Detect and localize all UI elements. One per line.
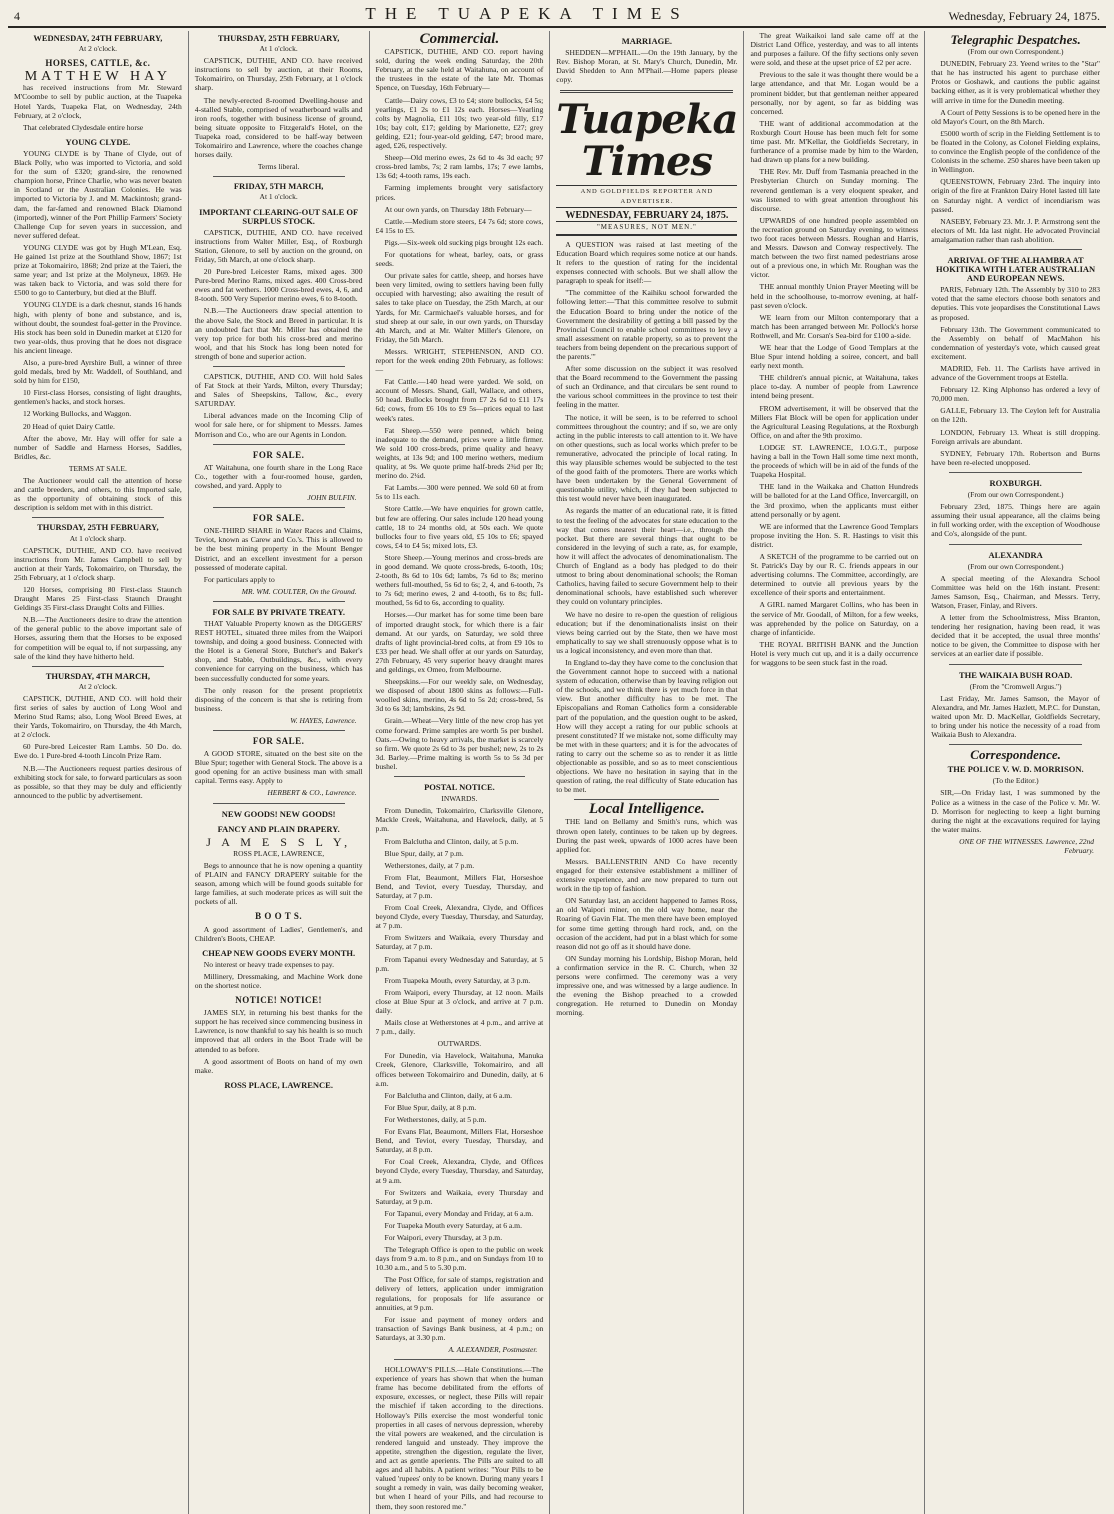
merchant-name: J A M E S S L Y, [206,834,352,849]
column-5 [744,31,925,1514]
paragraph: Fat Lambs.—300 were penned. We sold 60 at from 5s to 11s each. [375,483,544,502]
paragraph: For particulars apply to [203,574,275,584]
ad-heading: FANCY AND PLAIN DRAPERY. [217,823,340,834]
paragraph: Sheepskins.—For our weekly sale, on Wednesday, we disposed of about 1800 skins as follows:—Full-woolled skins, merino, 4s 6d to 5s 2d; cross-bred, 5s 3d to 6s 3d; lambskins, 2s 9d. [375,677,544,714]
paragraph: Fat Cattle.—140 head were yarded. We sold, on account of Messrs. Shand, Gall, Wallace, and others, 50 head. Bullocks brought from £7 2s 6d to £11 17s 6d; cows, from £6 10s to £9 5s—prices equal to last week's rates. [375,377,544,423]
paragraph: Store Cattle.—We have enquiries for grown cattle, but few are offering. Our sales include 120 head young cattle, 18 to 24 months old, at 50s each. We quote bullocks four to five years old, £5 10s to £6; spayed cows, £4 to £4 5s; mixed lots, £3. [375,504,544,550]
sale-time: At 1 o'clock. [259,192,298,202]
news-heading: ROXBURGH. [989,477,1042,488]
paragraph: 120 Horses, comprising 80 First-class Staunch Draught Mares 25 First-class Staunch Draught Geldings 35 First-class Draught Colts and Fillies. [14,584,182,613]
paragraph: Farming implements brought very satisfactory prices. [375,183,544,202]
paragraph: At our own yards, on Thursday 18th February— [384,204,532,214]
auctioneer-name: MATTHEW HAY [24,69,172,85]
divider [394,1359,526,1360]
column-3 [370,31,551,1514]
paragraph: A GOOD STORE, situated on the best site on the Blue Spur; together with General Stock. The above is a good opening for an active business man with small capital. Terms easy. Apply to [194,749,363,786]
byline: (From the "Cromwell Argus.") [969,681,1062,691]
nameplate-motto: "MEASURES, NOT MEN." [556,221,737,236]
signature: JOHN BULFIN. [307,493,357,503]
nameplate-date: WEDNESDAY, FEBRUARY 24, 1875. [565,209,729,221]
paragraph: YOUNG CLYDE is a dark chesnut, stands 16 hands high, with plenty of bone and substance, and is, without doubt, the soundest foal-getter in the Province. His stock has been sold in Dunedin market at £120 for two year-olds, thus proving that he does not disgrace his ancient lineage. [14,300,182,355]
paragraph: Last Friday, Mr. James Samson, the Mayor of Alexandra, and Mr. James Hazlett, M.P.C. for Dunstan, waited upon Mr. D. MacKellar, Goldfields Secretary, to bring under his notice the necessity of a road from Waikaia Bush to Alexandra. [931,693,1100,740]
divider [949,472,1082,473]
ad-heading: FOR SALE. [252,736,305,746]
paragraph: CAPSTICK, DUTHIE, AND CO. report having sold, during the week ending Saturday, the 20th February, at the sale held at Waitahuna, on account of the trustees in the estate of the late Mr. Thomas Spence, on Tuesday, 16th February— [375,47,544,93]
paragraph: 20 Pure-bred Leicester Rams, mixed ages. 300 Pure-bred Merino Rams, mixed ages. 400 Cross-bred ewes and fat wethers. 1000 Cross-bred ewes, 4, 6, and 8-tooth. 500 Very Superior merino ewes, 6 to 8-tooth. [194,267,363,304]
paragraph: From Flat, Beaumont, Millers Flat, Horseshoe Bend, and Teviot, every Tuesday, Thursday, and Saturday, at 7 p.m. [375,872,544,900]
paragraph: UPWARDS of one hundred people assembled on the recreation ground on Saturday evening, to witness two foot races between Messrs. Roughan and Harris, and Messrs. Dawson and Conway respectively. The match between the two first named pedestrians arose out of a previous one, in which Mr. Roughan was the victor. [750,215,919,280]
paragraph: Messrs. BALLENSTRIN AND Co have recently engaged for their extensive establishment a milliner of extensive experience, and are now prepared to turn out work in the tip top of fashion. [556,856,738,894]
paragraph: THE want of additional accommodation at the Roxburgh Court House has been much felt for some time past. Mr. M'Kellar, the Goldfields Secretary, in furtherance of a promise made by him to the Warden, had drawn up plans for a new building. [750,118,919,165]
paragraph: After the above, Mr. Hay will offer for sale a number of Saddle and Harness Horses, Saddles, Bridles, &c. [14,433,182,461]
paragraph: From Switzers and Waikaia, every Thursday and Saturday, at 7 p.m. [375,933,544,952]
paragraph: In England to-day they have come to the conclusion that the Government cannot hope to succeed with a national system of education, otherwise than by leaving religion out of the schools, and we think there is yet much force in that view. But another difficulty has to be met. The Episcopalians and Roman Catholics form a considerable part of the population, and the question ought to be asked, How will they accept a rating for our public schools at present constituted? If we mistake not, some difficulty may be met with in these quarters; and it is for the advocates of rating to carry out the scheme so as to render it as little objectionable as possible, and so as to meet conscientious objections. We have no hesitation in saying that in the question of rating, the real difficulty of State education has to be met. [556,657,738,795]
signature: A. ALEXANDER, Postmaster. [448,1345,538,1354]
sale-date: THURSDAY, 25TH FEBRUARY, [217,33,340,43]
section-title: Commercial. [419,31,500,47]
nameplate: Tuapeka Times [556,96,738,186]
columns [8,31,1106,1511]
paragraph: JAMES SLY, in returning his best thanks for the support he has received since commencing business in Lawrence, is now thankful to say his health is so much improved that all orders in the Boot Trade will be attended to as before. [194,1008,363,1054]
news-heading: ARRIVAL OF THE ALHAMBRA AT HOKITIKA WITH LATER AUSTRALIAN AND EUROPEAN NEWS. [936,254,1096,284]
sale-time: At 2 o'clock. [78,681,117,691]
paragraph: 12 Working Bullocks, and Waggon. [23,409,132,419]
divider [560,90,733,93]
paragraph: For Wetherstones, daily, at 5 p.m. [384,1114,487,1124]
masthead [8,4,1106,28]
paragraph: Liberal advances made on the Incoming Clip of wool for sale here, or for shipment to Messrs. James Morrison and Co., who are our Agents in London. [194,411,363,439]
paragraph: For Tapanui, every Monday and Friday, at 6 a.m. [384,1208,534,1218]
paragraph: SHEDDEN—M'PHAIL.—On the 19th January, by the Rev. Bishop Moran, at St. Mary's Church, Dunedin, Mr. David Shedden to Ann M'Phail.—Home papers please copy. [556,48,738,85]
page-number: 4 [14,9,20,23]
paragraph: PARIS, February 12th. The Assembly by 310 to 283 voted that the same electors choose both senators and deputies. This vote jeopardises the Constitutional Laws as proposed. [931,285,1100,322]
paragraph: WE are informed that the Lawrence Good Templars propose inviting the Hon. S. R. Hastings to visit this district. [750,521,919,549]
paragraph: THE ROYAL BRITISH BANK and the Junction Hotel is very much cut up, and it is a daily occurrence for waggons to be seen stuck fast in the road. [750,639,919,667]
letter-heading: THE POLICE V. W. D. MORRISON. [947,764,1084,775]
paragraph: For issue and payment of money orders and transaction of Savings Bank business, at 4 p.m.; on Saturdays, at 3.30 p.m. [375,1314,544,1342]
paragraph: THE land on Bellamy and Smith's runs, which was thrown open lately, continues to be taken up by degrees. During the past week, upwards of 1000 acres have been applied for. [556,817,738,854]
ad-heading: B O O T S. [255,911,303,922]
paragraph: NASEBY, February 23. Mr. J. P. Armstrong sent the electors of Mt. Ida last night. He advocated Provincial amalgamation rather than rash abolition. [931,216,1100,244]
terms-line: Terms liberal. [257,162,300,172]
sale-date: THURSDAY, 25TH FEBRUARY, [37,522,159,533]
paragraph: From Tuapeka Mouth, every Saturday, at 3 p.m. [384,975,531,985]
paragraph: DUNEDIN, February 23. Yeend writes to the "Star" that he has instructed his agent to purchase either Protos or Goshawk, and cautions the public against backing either, as it is very problematical whether they will arrive in time for the Dunedin meeting. [931,59,1100,105]
paragraph: The notice, it will be seen, is to be referred to school committees throughout the country; and if so, we are only acting in the public interests to call attention to it. We have on other questions, such as local works which prefer to be remunerative, advocated the principle of local rating. In this way plausible schemes would be subjected to the test of the good faith of the promoters. There are works which have been undertaken by the General Government of questionable utility, which, if they had been subjected to this test would never have been inaugurated. [556,412,738,504]
paragraph: Millinery, Dressmaking, and Machine Work done on the shortest notice. [194,971,363,990]
paragraph: From Waipori, every Thursday, at 12 noon. Mails close at Blue Spur at 3 o'clock, and arrive at 7 p.m. daily. [375,987,544,1015]
signature: MR. WM. COULTER, On the Ground. [241,586,357,596]
section-title: Correspondence. [970,747,1061,763]
paragraph: For Blue Spur, daily, at 8 p.m. [384,1102,477,1112]
paragraph: 20 Head of quiet Dairy Cattle. [23,421,115,431]
paragraph: CAPSTICK, DUTHIE, AND CO. have received instructions from Mr. James Campbell to sell by auction at their Yards, Tokomairiro, on Thursday, the 25th February, at 1 o'clock sharp. [14,545,182,582]
nameplate-subtitle: AND GOLDFIELDS REPORTER AND ADVERTISER. [556,185,737,207]
divider [213,366,345,367]
paragraph: "The committee of the Kaihiku school forwarded the following letter:—'That this committee resolve to submit the Education Board to bring under the notice of the Government the desirability of getting a bill passed by the Provincial Council to enable school committees to levy a small assessment on ratable property, so as to prevent the teachers from being dependent on the precarious support of the parents.'" [556,288,738,361]
paragraph: After some discussion on the subject it was resolved that the Board recommend to the Government the passing of such an Ordinance, and that circulars be sent round to the various school committees in the province to test their feeling in the matter. [556,364,738,410]
paragraph: From Tapanui every Wednesday and Saturday, at 5 p.m. [375,954,544,973]
ad-heading: CHEAP NEW GOODS EVERY MONTH. [202,947,356,958]
paragraph: Grain.—Wheat—Very little of the new crop has yet come forward. Prime samples are worth 5s per bushel. Oats.—Owing to heavy arrivals, the market is scarcely so firm. We quote 2s 6d to 3s per bushel; new, 2s to 2s 3d. Barley.—Prime malting is worth 5s to 5s 3d per bushel. [375,716,544,771]
divider [949,744,1082,745]
divider [213,601,345,602]
divider [949,249,1082,250]
paragraph: WE learn from our Milton contemporary that a match has been arranged between Mr. Pollock's horse Rothwell, and Mr. Corsan's Sea-bird for £100 a-side. [750,312,919,340]
paragraph: The only reason for the present proprietrix disposing of the concern is that she is retiring from business. [194,685,363,713]
paragraph: THE annual monthly Union Prayer Meeting will be held in the schoolhouse, to-morrow evening, at half-past seven o'clock. [750,282,919,310]
divider [394,776,526,777]
paragraph: Blue Spur, daily, at 7 p.m. [384,848,464,858]
ad-heading: HORSES, CATTLE, &c. [45,58,151,69]
signature: HERBERT & CO., Lawrence. [267,788,357,798]
signature: W. HAYES, Lawrence. [290,715,357,725]
paragraph: CAPSTICK, DUTHIE, AND CO. have received instructions to sell by auction, at their Rooms, Tokomairiro, on Thursday, 25th February, at 1 o'clock sharp. [194,56,363,93]
horse-name: YOUNG CLYDE. [65,136,131,147]
section-title: Telegraphic Despatches. [950,32,1081,47]
news-heading: ALEXANDRA [988,549,1043,560]
paragraph: A GIRL named Margaret Collins, who has been in the service of Mr. Goodall, of Milton, for a few weeks, was apprehended by the police on Saturday, on a charge of infanticide. [750,600,919,637]
paragraph: Pigs.—Six-week old sucking pigs brought 12s each. [384,237,544,247]
paragraph: 10 First-class Horses, consisting of light draughts, gentlemen's hacks, and stock horses. [14,388,182,407]
paragraph: For quotations for wheat, barley, oats, or grass seeds. [375,249,544,269]
postal-heading: POSTAL NOTICE. [424,782,495,793]
ad-heading: IMPORTANT CLEARING-OUT SALE OF SURPLUS STOCK. [199,206,359,226]
running-title: THE TUAPEKA TIMES [365,4,689,23]
paragraph: From Coal Creek, Alexandra, Clyde, and Offices beyond Clyde, every Tuesday, Thursday, and Saturday, at 7 p.m. [375,903,544,931]
paragraph: The Auctioneer would call the attention of horse and cattle breeders, and others, to this Imported sale, as the opportunity of obtaining stock of this description is seldom met with in this district. [14,476,182,513]
divider [949,664,1082,665]
paragraph: A letter from the Schoolmistress, Miss Branton, tendering her resignation, having been read, it was decided that it be accepted, the usual three months' notice to be given, the Committee to dispose with her services at an earlier date if possible. [931,613,1100,659]
paragraph: Cattle.—Medium store steers, £4 7s 6d; store cows, £4 15s to £5. [375,216,544,235]
paragraph: We have no desire to re-open the question of religious education; but if the denominationalists insist on their views being carried out by the State, then we have most emphatically to say we shall strenuously oppose what is to us a logical inconsistency, and even more than that. [556,609,738,655]
terms-line: TERMS AT SALE. [68,463,127,473]
letter-address: (To the Editor.) [992,776,1039,786]
paragraph: For Coal Creek, Alexandra, Clyde, and Offices beyond Clyde, every Tuesday, Thursday, and Saturday, at 9 a.m. [375,1157,544,1185]
paragraph: N.B.—The Auctioneers desire to draw the attention of the general public to the above important sale of Horses, assuring them that the Horses to be exposed for competition will be equal to, if not surpassing, any sale of the kind they have hitherto held. [14,615,182,661]
paragraph: 60 Pure-bred Leicester Ram Lambs. 50 Do. do. Ewe do. 1 Pure-bred 4-tooth Lincoln Prize Ram. [14,742,182,761]
paragraph: Mails close at Wetherstones at 4 p.m., and arrive at 7 p.m., daily. [375,1018,544,1037]
paragraph: CAPSTICK, DUTHIE, AND CO. have received instructions from Walter Miller, Esq., of Roxburgh Station, Glenore, to sell by auction on the ground, on Friday, 5th March, at one o'clock sharp. [194,227,363,264]
ad-heading: NEW GOODS! NEW GOODS! [221,808,336,819]
issue-date: Wednesday, February 24, 1875. [948,9,1100,23]
sale-date: WEDNESDAY, 24TH FEBRUARY, [33,33,163,43]
paragraph: LONDON, February 13. Wheat is still dropping. Foreign arrivals are abundant. [931,427,1100,446]
paragraph: For Waipori, every Thursday, at 3 p.m. [384,1232,503,1242]
divider [32,666,164,667]
column-6 [925,31,1106,1514]
paragraph: No interest or heavy trade expenses to pay. [203,959,335,969]
sale-time: At 1 o'clock. [259,44,298,54]
paragraph: THE children's annual picnic, at Waitahuna, takes place to-day. A number of people from Lawrence intend being present. [750,373,919,401]
byline: (From our own Correspondent.) [967,47,1064,57]
divider [213,444,345,445]
paragraph: Our private sales for cattle, sheep, and horses have been very limited, owing to settlers having been fully occupied with harvesting; also awaiting the result of sales to take place on Tuesday, the 25th March, at our Yards, for Mr. Carmichael's valuable horses, and for stud sheep at our sale, in our own yards, on Thursday 4th March, and at Mr. Walter Miller's Glenore, on Friday, the 5th March. [375,271,544,344]
merchant-address: ROSS PLACE, LAWRENCE, [233,848,325,858]
news-heading: THE WAIKAIA BUSH ROAD. [959,669,1073,680]
byline: (From our own Correspondent.) [967,561,1064,571]
paragraph: February 13th. The Government communicated to the Assembly on behalf of MacMahon his condemnation of yesterday's vote, which caused great excitement. [931,324,1100,361]
sale-time: At 1 o'clock sharp. [69,533,127,543]
paragraph: CAPSTICK, DUTHIE, AND CO. Will hold Sales of Fat Stock at their Yards, Milton, every Thursday; and Sales of Sheepskins, Tallow, &c., every SATURDAY. [194,372,363,409]
paragraph: Wetherstones, daily, at 7 p.m. [384,860,475,870]
paragraph: A QUESTION was raised at last meeting of the Education Board which requires some notice at our hands. It refers to the question of rating for the incidental expenses connected with schools. But we shall allow the paragraph to speak for itself:— [556,239,738,286]
postal-subheading: INWARDS. [441,794,478,804]
paragraph: SYDNEY, February 17th. Robertson and Burns have been re-elected unopposed. [931,448,1100,467]
footer-address: ROSS PLACE, LAWRENCE. [224,1079,333,1090]
ad-heading: FOR SALE. [252,513,305,524]
paragraph: QUEENSTOWN, February 23rd. The inquiry into origin of the fire at Frankton Dairy Hotel lasted till late on Saturday night. A verdict of incendiarism was passed. [931,177,1100,214]
paragraph: SIR,—On Friday last, I was summoned by the Police as a witness in the case of the Police v. Mr. W. D. Morrison for neglecting to keep a light burning during the night at the excavations required for laying the water mains. [931,788,1100,834]
ad-heading: FOR SALE. [252,449,305,460]
paragraph: The Telegraph Office is open to the public on week days from 9 a.m. to 8 p.m., and on Sundays from 10 to 10.30 a.m., and 5 to 5.30 p.m. [375,1245,544,1273]
paragraph: Fat Sheep.—550 were penned, which being inadequate to the demand, prices were a little firmer. We sold 100 cross-breds, prime quality and heavy weights, at 13s 9d; and 100 merino wethers, medium quality, at 9s. We quote prime half-breds 2¾d per lb; merino do. 2¼d. [375,425,544,481]
sale-date: THURSDAY, 4TH MARCH, [45,670,150,681]
paragraph: Messrs. WRIGHT, STEPHENSON, AND CO. report for the week ending 20th February, as follows:— [375,346,544,375]
notice-heading: MARRIAGE. [621,36,673,46]
divider [32,517,164,518]
paragraph: FROM advertisement, it will be observed that the Millers Flat Block will be open for application under the Agricultural Leasing Regulations, at the Roxburgh Office, on and after the 9th proximo. [750,403,919,440]
divider [949,544,1082,545]
paragraph: Begs to announce that he is now opening a quantity of PLAIN and FANCY DRAPERY suitable for the season, among which will be found goods suitable for large families, at such moderate prices as will suit the pockets of all. [194,860,363,907]
sale-date: FRIDAY, 5TH MARCH, [233,181,324,192]
paragraph: Sheep—Old merino ewes, 2s 6d to 4s 3d each; 97 cross-bred lambs, 7s; 2 ram lambs, 17s; 7 ewe lambs, 13s 6d; 4-tooth rams, 19s each. [375,153,544,181]
paragraph: YOUNG CLYDE was got by Hugh M'Lean, Esq. He gained 1st prize at the Southland Show, 1867; 1st prize at Tokomairiro, 1868; 2nd prize at the Taieri, the same year; and 1st prize at the Molyneux, 1869. He was taken back to Victoria, and was sold there for £500 to go to Canterbury, but died at the Bluff. [14,242,182,298]
paragraph: A Court of Petty Sessions is to be opened here in the old Mayor's Court, on the 8th March. [931,107,1100,126]
paragraph: THAT Valuable Property known as the DIGGERS' REST HOTEL, situated three miles from the Waipori township, and doing a good business. Connected with the Hotel is a General Store, Butcher's and Baker's shop, and Stable, Outbuildings, &c., with every convenience for carrying on the business, which has been successfully conducted for some years. [194,618,363,683]
paragraph: Previous to the sale it was thought there would be a large attendance, and that Mr. Logan would be a prominent bidder, but that gentleman neither appeared personally, nor by agent, so far as bidding was concerned. [750,70,919,116]
paragraph: As regards the matter of an educational rate, it is fitted to test the feeling of the advocates for state education to the way that comes nearest their heart—i.e., through the pocket. But there are several things that ought to be considered in the levying of such a rate, as, for example, how it will affect the advocates of denominationalism. The Church of England as a body has pledged to do their utmost to bring about denominational schools; the Roman Catholics, having failed to secure Government help to their denominational schools, have established such wherever they could on voluntary principles. [556,506,738,607]
column-4 [550,31,744,1514]
paragraph: For Balclutha and Clinton, daily, at 6 a.m. [384,1090,513,1100]
paragraph: For Switzers and Waikaia, every Thursday and Saturday, at 9 p.m. [375,1187,544,1206]
column-1 [8,31,189,1514]
paragraph: For Evans Flat, Beaumont, Millers Flat, Horseshoe Bend, and Teviot, every Tuesday, Thursday, and Saturday, at 8 p.m. [375,1127,544,1155]
paragraph: HOLLOWAY'S PILLS.—Hale Constitutions.—The experience of years has shown that when the human frame has become debilitated from the efforts of exposure, excesses, or neglect, these Pills will repair the mischief if taken according to the directions. Holloway's Pills exercise the most wonderful tonic properties in all cases of nervous depression, whereby the vital powers are weakened, and the circulation is rendered languid and unsteady. They improve the appetite, strengthen the digestion, regulate the liver, and act as gentle aperients. The Pills are suited to all ages and all habits. A patient writes: "Your Pills to be valued 'rupees' only to be known. During many years I sought a remedy in vain, was daily becoming weaker, but when I heard of your Pills, and had recourse to them, they soon restored me." [375,1365,544,1511]
divider [213,803,345,804]
paragraph: N.B.—The Auctioneers request parties desirous of exhibiting stock for sale, to forward particulars as soon as possible, so that they may be duly and efficiently announced to the public by advertisement. [14,763,182,800]
paragraph: Horses.—Our market has for some time been bare of imported draught stock, for which there is a fair demand. At our yards, on Saturday, we sold three drafts of light provincial-bred colts, at from £9 10s to £33 per head. We shall offer at our yards on Saturday, 27th February, 45 very superior heavy draught mares and geldings, ex Omeo, from Melbourne. [375,610,544,674]
paragraph: For Dunedin, via Havelock, Waitahuna, Manuka Creek, Glenore, Clarksville, Tokomairiro, and all offices between Tokomairiro and Dunedin, daily, at 6 a.m. [375,1051,544,1088]
paragraph: GALLE, February 13. The Ceylon left for Australia on the 12th. [931,406,1100,425]
paragraph: THE Rev. Mr. Duff from Tasmania preached in the Presbyterian Church on Sunday morning. The reverend gentleman is a very eloquent speaker, and was listened to with great attention throughout his discourse. [750,167,919,213]
paragraph: ON Saturday last, an accident happened to James Ross, an old Waipori miner, on the old way home, near the Roaring of Gavin Flat. The men there have been employed for some time getting through hard rock, and, on the occasion of the accident, had put in a blast which for some reason did not go off as it should have done. [556,896,738,951]
divider [213,176,345,177]
paragraph: A good assortment of Ladies', Gentlemen's, and Children's Boots, CHEAP. [194,924,363,943]
paragraph: LODGE ST. LAWRENCE, I.O.G.T., purpose having a ball in the Town Hall some time next month, the proceeds of which will be in aid of the funds of the Tuapeka Hospital. [750,442,919,480]
paragraph: The newly-erected 8-roomed Dwelling-house and 4-stalled Stable, comprised of weatherboard walls and iron roofs, together with business license of ground, being situate opposite to Fitzgerald's Hotel, on the Tuapeka road, considered to be half-way between Tokomairiro and Lawrence, where the coaches change horses daily. [194,95,363,160]
paragraph: THE land in the Waikaka and Chatton Hundreds will be balloted for at the Land Office, Invercargill, on the 3rd proximo, when the applicants must either attend personally or by agent. [750,482,919,519]
paragraph: The great Waikaikoi land sale came off at the District Land Office, yesterday, and was to all intents and purposes a failure. Of the fifty sections only seven were sold, and these at the upset price of £2 per acre. [750,31,919,68]
paragraph: has received instructions from Mr. Steward M'Coombe to sell by public auction, at the Tuapeka Hotel Yards, Tuapeka Flat, on Wednesday, 24th February, at 2 o'clock, [14,83,182,120]
paragraph: A special meeting of the Alexandra School Committee was held on the 16th instant. Present: James Samson, Esq., Chairman, and Messrs. Terry, Watson, Fraser, Finlay, and Rivers. [931,573,1100,610]
paragraph: ONE-THIRD SHARE in Water Races and Claims, Teviot, known as Carew and Co.'s. This is allowed to be the best mining property in the Mount Benger District, and an excellent investment for a person possessed of moderate capital. [194,526,363,572]
section-title: Local Intelligence. [588,801,705,818]
paragraph: Cattle—Dairy cows, £3 to £4; store bullocks, £4 5s; yearlings, £1 2s to £1 12s each. Horses—Yearling colts by Magnolia, £11 10s; two year-old filly, £17 10s; bay colt, £17; gelding by Marionette, £27; grey gelding, £21; four-year-old gelding, £47; brood mare, aged, £26, respectively. [375,95,544,151]
divider [574,799,719,800]
divider [213,730,345,731]
paragraph: A SKETCH of the programme to be carried out on St. Patrick's Day by our R. C. friends appears in our advertising columns. The Committee, accordingly, are determined to outvie all previous years by the excellence of their sports and entertainment. [750,551,919,598]
paragraph: N.B.—The Auctioneers draw special attention to the above Sale, the Stock and Breed in particular. It is an undoubted fact that Mr. Miller has obtained the very top price for both his cross-bred and merino wool, and that his Stock has long been noted for strength of bone and superior action. [194,306,363,361]
paragraph: From Dunedin, Tokomairiro, Clarksville Glenore, Mackle Creek, Waitahuna, and Havelock, daily, at 5 p.m. [375,806,544,834]
signature: ONE OF THE WITNESSES. Lawrence, 22nd February. [959,836,1094,856]
paragraph: ON Sunday morning his Lordship, Bishop Moran, held a confirmation service in the R. C. Church, when 32 persons were confirmed. The ceremony was a very impressive one, and was witnessed by a large audience. In the evening the Bishop preached to a crowded congregation. He returned to Dunedin on Monday morning. [556,953,738,1018]
paragraph: YOUNG CLYDE is by Thane of Clyde, out of Black Polly, who was imported to Victoria, and sold for the sum of £320; grand-sire, the renowned champion horse, Prince Charlie, who was never beaten in Scotland or the Australian Colonies. He was imported to Victoria by J. and M. Mackintosh; grand-dam, the far-famed and renowned Black Diamond (imported), winner of the Port Phillip Farmers' Society Challenge Cup for seven years in succession, and never suffered defeat. [14,148,182,240]
byline: (From our own Correspondent.) [967,490,1064,500]
paragraph: A good assortment of Boots on hand of my own make. [194,1056,363,1075]
paragraph: Store Sheep.—Young merinos and cross-breds are in good demand. We quote cross-breds, 6-tooth, 10s; 2-tooth, 8s 6d to 10s 6d; lambs, 7s 6d to 8s; merino wethers full-mouthed, 5s 6d to 6s; 2, 4, and 6-tooth, 7s to 7s 6d; merino ewes, 2 and 4-tooth, 6s to 8s; full-mouthed, 5s 6d to 6s, according to quality. [375,552,544,608]
postal-subheading: OUTWARDS. [437,1039,482,1049]
sale-time: At 2 o'clock. [78,44,117,54]
ad-heading: FOR SALE BY PRIVATE TREATY. [212,606,345,617]
paragraph: CAPSTICK, DUTHIE, AND CO. will hold their first series of sales by auction of Long Wool and Merino Stud Rams; also, Long Wool Breed Ewes, at their Yards, Tokomairiro, on Thursday, the 4th March, at 2 o'clock. [14,693,182,740]
paragraph: AT Waitahuna, one fourth share in the Long Race Co., together with a four-roomed house, garden, cowshed, and yard. Apply to [194,462,363,490]
ad-heading: NOTICE! NOTICE! [235,995,323,1006]
paragraph: £5000 worth of scrip in the Fielding Settlement is to be floated in the Colony, as Colonel Fielding explains, to convince the English people of the confidence of the Colonists in the scheme. 250 shares have been taken up in Wellington. [931,128,1100,175]
paragraph: WE hear that the Lodge of Good Templars at the Blue Spur intend holding a soiree, concert, and ball early next month. [750,343,919,371]
paragraph: Also, a pure-bred Ayrshire Bull, a winner of three gold medals, bred by Mr. Waddell, of Southland, and sold by him for £150, [14,358,182,386]
paragraph: February 23rd, 1875. Things here are again assuming their usual appearance, all the claims being in full working order, with the exception of Woodhouse and Co's, alongside of the punt. [931,502,1100,539]
paragraph: February 12. King Alphonso has ordered a levy of 70,000 men. [931,385,1100,404]
paragraph: For Tuapeka Mouth every Saturday, at 6 a.m. [384,1220,522,1230]
paragraph: From Balclutha and Clinton, daily, at 5 p.m. [384,836,519,846]
column-2 [189,31,370,1514]
paragraph: The Post Office, for sale of stamps, registration and delivery of letters, application under immigration regulations, for proposals for life assurance or annuities, at 9 p.m. [375,1275,544,1312]
divider [213,507,345,508]
paragraph: MADRID, Feb. 11. The Carlists have arrived in advance of the Government troops at Estella. [931,364,1100,383]
paragraph: That celebrated Clydesdale entire horse [23,122,144,132]
